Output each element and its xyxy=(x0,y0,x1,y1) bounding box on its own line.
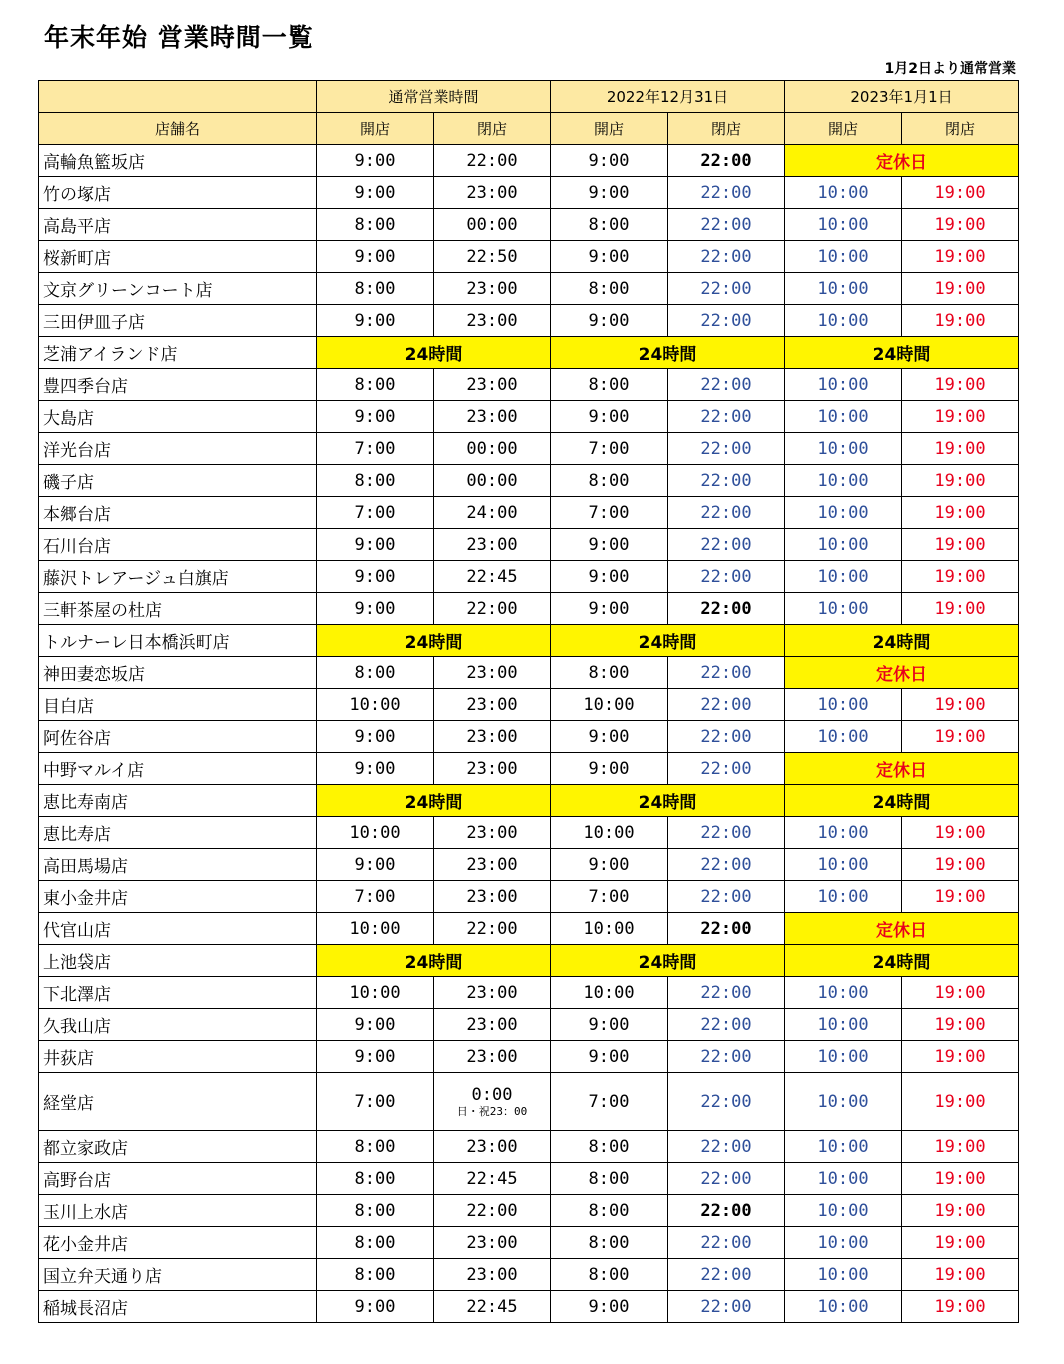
dec31-close: 22:00 xyxy=(668,561,785,593)
normal-open: 9:00 xyxy=(317,561,434,593)
store-row xyxy=(39,209,1019,241)
normal-close: 22:00 xyxy=(434,145,551,177)
jan1-close: 19:00 xyxy=(902,177,1019,209)
normal-close-main: 0:00 xyxy=(471,1085,513,1105)
dec31-open: 7:00 xyxy=(551,433,668,465)
hours-24-dec31: 24時間 xyxy=(551,945,785,977)
dec31-open: 9:00 xyxy=(551,177,668,209)
jan1-close: 19:00 xyxy=(902,1041,1019,1073)
normal-open: 8:00 xyxy=(317,369,434,401)
dec31-close: 22:00 xyxy=(668,721,785,753)
normal-close: 23:00 xyxy=(434,369,551,401)
normal-open: 7:00 xyxy=(317,433,434,465)
dec31-close: 22:00 xyxy=(668,881,785,913)
jan1-open: 10:00 xyxy=(785,689,902,721)
dec31-close: 22:00 xyxy=(668,433,785,465)
jan1-close: 19:00 xyxy=(902,881,1019,913)
header-row-periods xyxy=(39,81,1019,113)
hours-24-dec31: 24時間 xyxy=(551,785,785,817)
dec31-open: 8:00 xyxy=(551,1131,668,1163)
store-name: 三田伊皿子店 xyxy=(39,305,317,337)
store-row xyxy=(39,1041,1019,1073)
store-name: 花小金井店 xyxy=(39,1227,317,1259)
dec31-close: 22:00 xyxy=(668,177,785,209)
normal-open: 8:00 xyxy=(317,1259,434,1291)
store-name: 文京グリーンコート店 xyxy=(39,273,317,305)
normal-close: 23:00 xyxy=(434,401,551,433)
jan1-close: 19:00 xyxy=(902,1291,1019,1323)
jan1-close: 19:00 xyxy=(902,401,1019,433)
normal-close: 23:00 xyxy=(434,1259,551,1291)
store-row xyxy=(39,465,1019,497)
dec31-open: 7:00 xyxy=(551,1073,668,1131)
normal-close: 00:00 xyxy=(434,465,551,497)
normal-open: 9:00 xyxy=(317,1041,434,1073)
normal-open: 9:00 xyxy=(317,145,434,177)
store-name: 稲城長沼店 xyxy=(39,1291,317,1323)
store-name: 芝浦アイランド店 xyxy=(39,337,317,369)
store-name: 井荻店 xyxy=(39,1041,317,1073)
jan1-open: 10:00 xyxy=(785,177,902,209)
normal-close: 23:00 xyxy=(434,1041,551,1073)
dec31-open: 8:00 xyxy=(551,209,668,241)
normal-open: 9:00 xyxy=(317,177,434,209)
normal-open: 9:00 xyxy=(317,305,434,337)
jan1-open: 10:00 xyxy=(785,1227,902,1259)
dec31-open: 10:00 xyxy=(551,913,668,945)
header-close: 閉店 xyxy=(434,113,551,145)
normal-close: 22:00 xyxy=(434,913,551,945)
store-name: 大島店 xyxy=(39,401,317,433)
hours-24-normal: 24時間 xyxy=(317,625,551,657)
jan1-open: 10:00 xyxy=(785,1131,902,1163)
normal-close: 22:50 xyxy=(434,241,551,273)
jan1-open: 10:00 xyxy=(785,977,902,1009)
normal-open: 10:00 xyxy=(317,817,434,849)
dec31-open: 10:00 xyxy=(551,977,668,1009)
jan1-open: 10:00 xyxy=(785,1163,902,1195)
store-row xyxy=(39,1259,1019,1291)
jan1-open: 10:00 xyxy=(785,401,902,433)
normal-open: 9:00 xyxy=(317,401,434,433)
dec31-open: 9:00 xyxy=(551,529,668,561)
store-name: 代官山店 xyxy=(39,913,317,945)
resume-note: 1月2日より通常営業 xyxy=(884,61,1016,77)
store-row xyxy=(39,977,1019,1009)
dec31-open: 9:00 xyxy=(551,1009,668,1041)
store-name: 東小金井店 xyxy=(39,881,317,913)
dec31-open: 9:00 xyxy=(551,753,668,785)
normal-open: 7:00 xyxy=(317,497,434,529)
dec31-close: 22:00 xyxy=(668,657,785,689)
normal-open: 7:00 xyxy=(317,881,434,913)
store-name: 阿佐谷店 xyxy=(39,721,317,753)
store-row xyxy=(39,593,1019,625)
store-row xyxy=(39,625,1019,657)
dec31-close: 22:00 xyxy=(668,497,785,529)
dec31-open: 8:00 xyxy=(551,369,668,401)
jan1-close: 19:00 xyxy=(902,305,1019,337)
jan1-close: 19:00 xyxy=(902,1259,1019,1291)
jan1-open: 10:00 xyxy=(785,849,902,881)
store-name: 中野マルイ店 xyxy=(39,753,317,785)
jan1-open: 10:00 xyxy=(785,433,902,465)
jan1-open: 10:00 xyxy=(785,1291,902,1323)
hours-24-dec31: 24時間 xyxy=(551,625,785,657)
store-row xyxy=(39,849,1019,881)
store-row xyxy=(39,273,1019,305)
hours-24-jan1: 24時間 xyxy=(785,785,1019,817)
normal-close: 22:45 xyxy=(434,1291,551,1323)
jan1-close: 19:00 xyxy=(902,977,1019,1009)
normal-open: 9:00 xyxy=(317,593,434,625)
store-name: 磯子店 xyxy=(39,465,317,497)
jan1-open: 10:00 xyxy=(785,497,902,529)
store-row xyxy=(39,881,1019,913)
jan1-close: 19:00 xyxy=(902,369,1019,401)
normal-close-holiday-note: 日・祝23：00 xyxy=(456,1105,528,1118)
jan1-close: 19:00 xyxy=(902,241,1019,273)
jan1-close: 19:00 xyxy=(902,593,1019,625)
jan1-close: 19:00 xyxy=(902,273,1019,305)
dec31-close: 22:00 xyxy=(668,593,785,625)
store-name: 藤沢トレアージュ白旗店 xyxy=(39,561,317,593)
store-row xyxy=(39,241,1019,273)
jan1-open: 10:00 xyxy=(785,1041,902,1073)
normal-open: 8:00 xyxy=(317,465,434,497)
jan1-closed: 定休日 xyxy=(785,145,1019,177)
dec31-close: 22:00 xyxy=(668,305,785,337)
store-row xyxy=(39,369,1019,401)
dec31-close: 22:00 xyxy=(668,369,785,401)
hours-table xyxy=(38,80,1019,1323)
store-name: 久我山店 xyxy=(39,1009,317,1041)
dec31-close: 22:00 xyxy=(668,1227,785,1259)
dec31-open: 8:00 xyxy=(551,657,668,689)
store-row xyxy=(39,1163,1019,1195)
dec31-close: 22:00 xyxy=(668,1009,785,1041)
dec31-close: 22:00 xyxy=(668,145,785,177)
store-row xyxy=(39,1009,1019,1041)
dec31-close: 22:00 xyxy=(668,401,785,433)
dec31-open: 8:00 xyxy=(551,465,668,497)
normal-open: 9:00 xyxy=(317,721,434,753)
normal-close: 23:00 xyxy=(434,1131,551,1163)
header-open: 開店 xyxy=(317,113,434,145)
hours-24-jan1: 24時間 xyxy=(785,625,1019,657)
store-name: 竹の塚店 xyxy=(39,177,317,209)
dec31-close: 22:00 xyxy=(668,1041,785,1073)
store-name: 神田妻恋坂店 xyxy=(39,657,317,689)
dec31-open: 9:00 xyxy=(551,145,668,177)
store-name: 国立弁天通り店 xyxy=(39,1259,317,1291)
store-row xyxy=(39,561,1019,593)
normal-close: 23:00 xyxy=(434,849,551,881)
store-row xyxy=(39,1073,1019,1131)
dec31-close: 22:00 xyxy=(668,817,785,849)
jan1-open: 10:00 xyxy=(785,721,902,753)
store-row xyxy=(39,497,1019,529)
store-row xyxy=(39,785,1019,817)
normal-open: 10:00 xyxy=(317,689,434,721)
normal-close: 22:45 xyxy=(434,561,551,593)
store-row xyxy=(39,1195,1019,1227)
normal-open: 10:00 xyxy=(317,977,434,1009)
dec31-close: 22:00 xyxy=(668,689,785,721)
header-open: 開店 xyxy=(785,113,902,145)
dec31-close: 22:00 xyxy=(668,1291,785,1323)
hours-24-jan1: 24時間 xyxy=(785,337,1019,369)
dec31-open: 9:00 xyxy=(551,593,668,625)
normal-close: 00:00 xyxy=(434,209,551,241)
jan1-open: 10:00 xyxy=(785,1073,902,1131)
hours-24-jan1: 24時間 xyxy=(785,945,1019,977)
header-open: 開店 xyxy=(551,113,668,145)
jan1-open: 10:00 xyxy=(785,881,902,913)
jan1-close: 19:00 xyxy=(902,561,1019,593)
jan1-close: 19:00 xyxy=(902,689,1019,721)
store-name: 高輪魚籃坂店 xyxy=(39,145,317,177)
store-name: 豊四季台店 xyxy=(39,369,317,401)
jan1-close: 19:00 xyxy=(902,817,1019,849)
jan1-close: 19:00 xyxy=(902,1195,1019,1227)
normal-close: 23:00 xyxy=(434,977,551,1009)
store-name: 高田馬場店 xyxy=(39,849,317,881)
store-name: 石川台店 xyxy=(39,529,317,561)
store-row xyxy=(39,401,1019,433)
jan1-open: 10:00 xyxy=(785,305,902,337)
dec31-open: 9:00 xyxy=(551,721,668,753)
normal-open: 8:00 xyxy=(317,1195,434,1227)
jan1-close: 19:00 xyxy=(902,1009,1019,1041)
store-row xyxy=(39,1131,1019,1163)
jan1-close: 19:00 xyxy=(902,1227,1019,1259)
jan1-closed: 定休日 xyxy=(785,913,1019,945)
store-row xyxy=(39,1227,1019,1259)
dec31-close: 22:00 xyxy=(668,1073,785,1131)
store-name: 玉川上水店 xyxy=(39,1195,317,1227)
store-row xyxy=(39,817,1019,849)
header-blank xyxy=(39,81,317,113)
dec31-close: 22:00 xyxy=(668,913,785,945)
dec31-open: 10:00 xyxy=(551,817,668,849)
dec31-open: 9:00 xyxy=(551,1041,668,1073)
header-row-columns xyxy=(39,113,1019,145)
dec31-close: 22:00 xyxy=(668,241,785,273)
store-name: 経堂店 xyxy=(39,1073,317,1131)
dec31-close: 22:00 xyxy=(668,529,785,561)
hours-24-dec31: 24時間 xyxy=(551,337,785,369)
normal-close: 00:00 xyxy=(434,433,551,465)
store-row xyxy=(39,305,1019,337)
dec31-open: 9:00 xyxy=(551,305,668,337)
normal-close: 23:00 xyxy=(434,721,551,753)
store-name: 三軒茶屋の杜店 xyxy=(39,593,317,625)
store-name: 上池袋店 xyxy=(39,945,317,977)
dec31-close: 22:00 xyxy=(668,1195,785,1227)
dec31-close: 22:00 xyxy=(668,1163,785,1195)
jan1-close: 19:00 xyxy=(902,433,1019,465)
jan1-open: 10:00 xyxy=(785,241,902,273)
header-store-name: 店舗名 xyxy=(39,113,317,145)
store-row xyxy=(39,721,1019,753)
store-row xyxy=(39,689,1019,721)
normal-close: 23:00 xyxy=(434,753,551,785)
store-row xyxy=(39,1291,1019,1323)
header-close: 閉店 xyxy=(668,113,785,145)
normal-close: 24:00 xyxy=(434,497,551,529)
store-name: 都立家政店 xyxy=(39,1131,317,1163)
normal-open: 9:00 xyxy=(317,241,434,273)
dec31-close: 22:00 xyxy=(668,977,785,1009)
header-close: 閉店 xyxy=(902,113,1019,145)
normal-close: 23:00 xyxy=(434,305,551,337)
store-row xyxy=(39,657,1019,689)
normal-open: 9:00 xyxy=(317,1291,434,1323)
normal-close: 23:00 xyxy=(434,1009,551,1041)
dec31-open: 9:00 xyxy=(551,849,668,881)
normal-close: 23:00 xyxy=(434,689,551,721)
dec31-open: 7:00 xyxy=(551,881,668,913)
jan1-close: 19:00 xyxy=(902,465,1019,497)
normal-open: 8:00 xyxy=(317,657,434,689)
hours-24-normal: 24時間 xyxy=(317,945,551,977)
store-name: 下北澤店 xyxy=(39,977,317,1009)
store-row xyxy=(39,753,1019,785)
normal-close: 23:00 xyxy=(434,273,551,305)
normal-close: 23:00 xyxy=(434,657,551,689)
store-row xyxy=(39,177,1019,209)
dec31-close: 22:00 xyxy=(668,465,785,497)
dec31-open: 7:00 xyxy=(551,497,668,529)
store-name: 恵比寿南店 xyxy=(39,785,317,817)
normal-open: 9:00 xyxy=(317,1009,434,1041)
dec31-close: 22:00 xyxy=(668,849,785,881)
jan1-open: 10:00 xyxy=(785,209,902,241)
normal-open: 8:00 xyxy=(317,273,434,305)
store-name: 洋光台店 xyxy=(39,433,317,465)
jan1-close: 19:00 xyxy=(902,529,1019,561)
jan1-closed: 定休日 xyxy=(785,657,1019,689)
dec31-open: 9:00 xyxy=(551,561,668,593)
dec31-open: 8:00 xyxy=(551,1227,668,1259)
jan1-closed: 定休日 xyxy=(785,753,1019,785)
dec31-open: 8:00 xyxy=(551,1195,668,1227)
jan1-close: 19:00 xyxy=(902,1073,1019,1131)
normal-close: 22:45 xyxy=(434,1163,551,1195)
store-row xyxy=(39,145,1019,177)
store-name: 高島平店 xyxy=(39,209,317,241)
store-row xyxy=(39,529,1019,561)
store-row xyxy=(39,433,1019,465)
store-row xyxy=(39,945,1019,977)
jan1-open: 10:00 xyxy=(785,369,902,401)
normal-close xyxy=(434,1073,551,1131)
jan1-open: 10:00 xyxy=(785,273,902,305)
jan1-close: 19:00 xyxy=(902,1131,1019,1163)
dec31-open: 9:00 xyxy=(551,241,668,273)
dec31-open: 10:00 xyxy=(551,689,668,721)
store-name: 高野台店 xyxy=(39,1163,317,1195)
normal-close: 23:00 xyxy=(434,1227,551,1259)
dec31-close: 22:00 xyxy=(668,273,785,305)
normal-open: 8:00 xyxy=(317,209,434,241)
page-title: 年末年始 営業時間一覧 xyxy=(44,23,314,52)
jan1-close: 19:00 xyxy=(902,497,1019,529)
store-row xyxy=(39,913,1019,945)
jan1-open: 10:00 xyxy=(785,817,902,849)
store-name: 桜新町店 xyxy=(39,241,317,273)
jan1-close: 19:00 xyxy=(902,209,1019,241)
normal-open: 8:00 xyxy=(317,1163,434,1195)
jan1-open: 10:00 xyxy=(785,593,902,625)
normal-close: 23:00 xyxy=(434,177,551,209)
normal-open: 9:00 xyxy=(317,753,434,785)
store-name: トルナーレ日本橋浜町店 xyxy=(39,625,317,657)
normal-close: 23:00 xyxy=(434,529,551,561)
normal-open: 8:00 xyxy=(317,1131,434,1163)
dec31-close: 22:00 xyxy=(668,753,785,785)
store-name: 恵比寿店 xyxy=(39,817,317,849)
jan1-open: 10:00 xyxy=(785,465,902,497)
hours-24-normal: 24時間 xyxy=(317,785,551,817)
hours-24-normal: 24時間 xyxy=(317,337,551,369)
normal-open: 9:00 xyxy=(317,849,434,881)
jan1-open: 10:00 xyxy=(785,1009,902,1041)
normal-open: 8:00 xyxy=(317,1227,434,1259)
jan1-open: 10:00 xyxy=(785,1195,902,1227)
jan1-open: 10:00 xyxy=(785,529,902,561)
dec31-close: 22:00 xyxy=(668,1259,785,1291)
dec31-open: 8:00 xyxy=(551,1259,668,1291)
jan1-open: 10:00 xyxy=(785,561,902,593)
jan1-close: 19:00 xyxy=(902,1163,1019,1195)
header-dec31: 2022年12月31日 xyxy=(551,81,785,113)
normal-open: 9:00 xyxy=(317,529,434,561)
dec31-open: 9:00 xyxy=(551,401,668,433)
store-row xyxy=(39,337,1019,369)
dec31-close: 22:00 xyxy=(668,1131,785,1163)
store-name: 本郷台店 xyxy=(39,497,317,529)
header-normal-hours: 通常営業時間 xyxy=(317,81,551,113)
dec31-open: 8:00 xyxy=(551,1163,668,1195)
jan1-open: 10:00 xyxy=(785,1259,902,1291)
dec31-close: 22:00 xyxy=(668,209,785,241)
normal-close: 22:00 xyxy=(434,1195,551,1227)
header-jan1: 2023年1月1日 xyxy=(785,81,1019,113)
normal-close: 22:00 xyxy=(434,593,551,625)
jan1-close: 19:00 xyxy=(902,721,1019,753)
normal-open: 10:00 xyxy=(317,913,434,945)
store-name: 目白店 xyxy=(39,689,317,721)
normal-open: 7:00 xyxy=(317,1073,434,1131)
dec31-open: 9:00 xyxy=(551,1291,668,1323)
jan1-close: 19:00 xyxy=(902,849,1019,881)
dec31-open: 8:00 xyxy=(551,273,668,305)
normal-close: 23:00 xyxy=(434,881,551,913)
normal-close: 23:00 xyxy=(434,817,551,849)
